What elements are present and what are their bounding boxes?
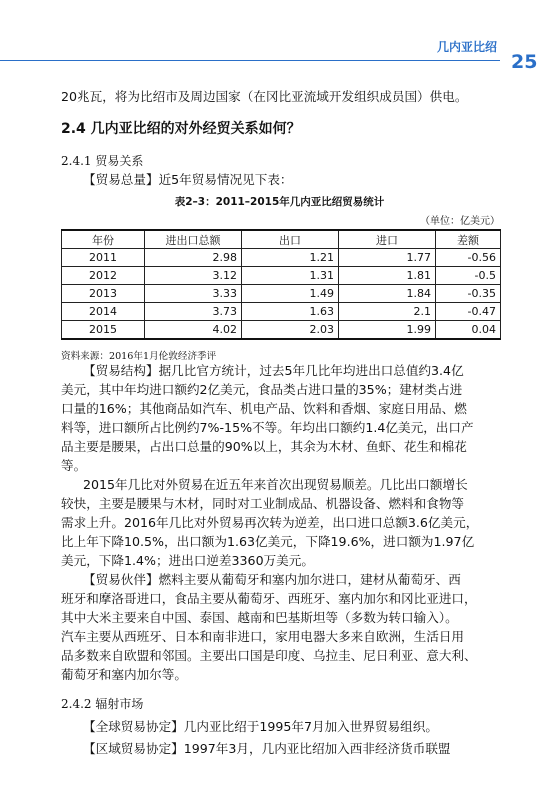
body-line: 需求上升。2016年几比对外贸易再次转为逆差，出口进口总额3.6亿美元，	[61, 515, 479, 530]
table-cell: -0.5	[436, 267, 501, 285]
table-cell: 1.49	[242, 285, 339, 303]
header-rule	[0, 60, 500, 61]
subsection-title-market: 2.4.2 辐射市场	[61, 697, 144, 711]
body-line: 班牙和摩洛哥进口，食品主要从葡萄牙、西班牙、塞内加尔和冈比亚进口，	[61, 591, 477, 606]
table-header: 差额	[436, 230, 501, 249]
table-cell: 1.63	[242, 303, 339, 321]
running-header-title: 几内亚比绍	[437, 40, 498, 54]
table-header: 进出口总额	[145, 230, 242, 249]
table-cell: 0.04	[436, 321, 501, 340]
table-cell: 1.21	[242, 249, 339, 267]
body-line: 比上年下降10.5%，出口额为1.63亿美元，下降19.6%，进口额为1.97亿	[61, 534, 475, 549]
table-cell: 4.02	[145, 321, 242, 340]
table-unit: （单位：亿美元）	[420, 216, 500, 227]
body-line: 其中大米主要来自中国、泰国、越南和巴基斯坦等（多数为转口输入）。	[61, 610, 458, 625]
table-header: 进口	[339, 230, 436, 249]
table-cell: 1.31	[242, 267, 339, 285]
body-line: 口量的16%；其他商品如汽车、机电产品、饮料和香烟、家庭日用品、燃	[61, 401, 467, 416]
table-cell: 2.98	[145, 249, 242, 267]
trade-statistics-table	[61, 229, 501, 340]
body-line: 【区域贸易协定】1997年3月，几内亚比绍加入西非经济货币联盟	[83, 741, 451, 756]
table-cell: 2015	[62, 321, 145, 340]
body-line: 品主要是腰果，占出口总量的90%以上，其余为木材、鱼虾、花生和棉花	[61, 439, 467, 454]
table-cell: 1.84	[339, 285, 436, 303]
table-cell: 2014	[62, 303, 145, 321]
table-cell: 1.81	[339, 267, 436, 285]
table-source: 资料来源：2016年1月伦敦经济季评	[61, 351, 217, 362]
body-line: 【全球贸易协定】几内亚比绍于1995年7月加入世界贸易组织。	[83, 719, 438, 734]
body-line: 等。	[61, 458, 87, 473]
body-line: 葡萄牙和塞内加尔等。	[61, 667, 187, 682]
table-cell: -0.47	[436, 303, 501, 321]
table-row	[62, 303, 501, 321]
body-line: 【贸易伙伴】燃料主要从葡萄牙和塞内加尔进口，建材从葡萄牙、西	[83, 572, 461, 587]
table-cell: 3.33	[145, 285, 242, 303]
trade-total-line: 【贸易总量】近5年贸易情况见下表：	[83, 172, 293, 187]
table-header: 出口	[242, 230, 339, 249]
body-line: 美元，下降1.4%；进出口逆差3360万美元。	[61, 553, 314, 568]
table-row	[62, 267, 501, 285]
page-number: 25	[511, 51, 538, 73]
table-header-row	[62, 230, 501, 249]
body-line: 料等，进口额所占比例约7%-15%不等。年均出口额约1.4亿美元，出口产	[61, 420, 474, 435]
table-cell: 2.03	[242, 321, 339, 340]
table-cell: -0.56	[436, 249, 501, 267]
body-line: 品多数来自欧盟和邻国。主要出口国是印度、乌拉圭、尼日利亚、意大利、	[61, 648, 477, 663]
table-cell: 3.73	[145, 303, 242, 321]
table-row	[62, 321, 501, 340]
table-cell: 2012	[62, 267, 145, 285]
table-row	[62, 249, 501, 267]
body-line: 【贸易结构】据几比官方统计，过去5年几比年均进出口总值约3.4亿	[83, 363, 464, 378]
table-cell: 1.99	[339, 321, 436, 340]
intro-line: 20兆瓦，将为比绍市及周边国家（在冈比亚流域开发组织成员国）供电。	[61, 89, 468, 104]
body-line: 美元，其中年均进口额约2亿美元，食品类占进口量的35%；建材类占进	[61, 382, 463, 397]
table-cell: 3.12	[145, 267, 242, 285]
table-header: 年份	[62, 230, 145, 249]
table-caption: 表2–3：2011–2015年几内亚比绍贸易统计	[174, 196, 385, 208]
body-line: 2015年几比对外贸易在近五年来首次出现贸易顺差。几比出口额增长	[83, 477, 468, 492]
body-line: 汽车主要从西班牙、日本和南非进口，家用电器大多来自欧洲，生活日用	[61, 629, 464, 644]
table-cell: 2.1	[339, 303, 436, 321]
table-row	[62, 285, 501, 303]
body-line: 较快，主要是腰果与木材，同时对工业制成品、机器设备、燃料和食物等	[61, 496, 464, 511]
table-cell: 2011	[62, 249, 145, 267]
table-cell: 2013	[62, 285, 145, 303]
table-cell: 1.77	[339, 249, 436, 267]
subsection-title-trade: 2.4.1 贸易关系	[61, 154, 144, 168]
table-cell: -0.35	[436, 285, 501, 303]
section-title: 2.4 几内亚比绍的对外经贸关系如何？	[61, 121, 301, 137]
